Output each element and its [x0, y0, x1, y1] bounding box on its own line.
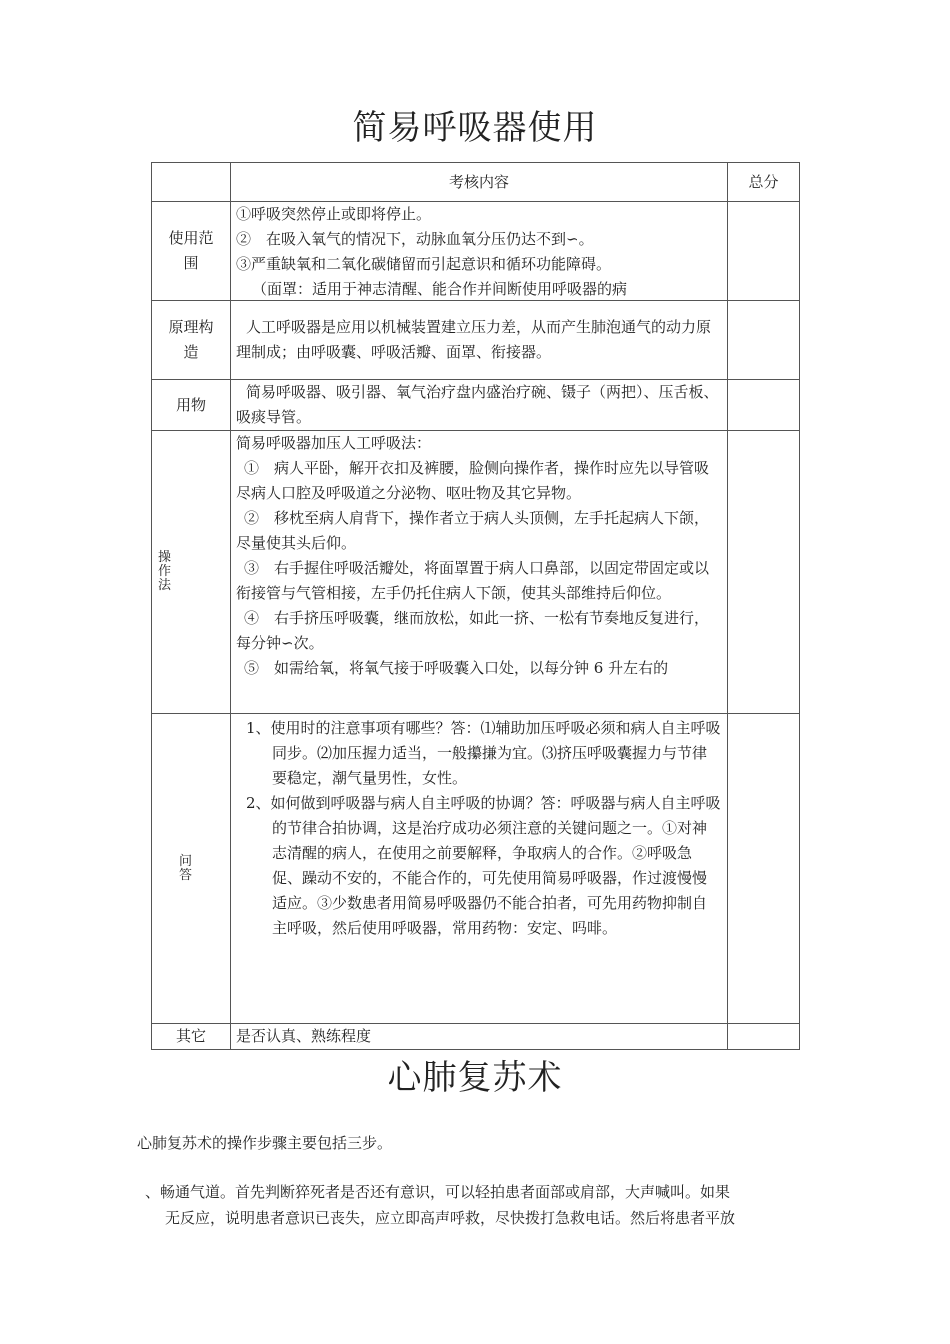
table-row-materials	[152, 380, 800, 431]
row-content-scope	[231, 202, 728, 301]
row-label-qa: 问答	[152, 714, 231, 1024]
row-score-method	[728, 431, 800, 714]
table-header-row	[152, 163, 800, 202]
row-score-qa	[728, 714, 800, 1024]
qa-list	[236, 716, 721, 941]
row-content-principle: 人工呼吸器是应用以机械装置建立压力差，从而产生肺泡通气的动力原理制成；由呼吸囊、呼吸活瓣、面罩、衔接器。	[231, 301, 728, 380]
cpr-step1-line2: 无反应，说明患者意识已丧失，应立即高声呼救，尽快拨打急救电话。然后将患者平放	[165, 1209, 736, 1227]
header-content: 考核内容	[231, 163, 728, 202]
table-row-scope	[152, 202, 800, 301]
method-step-4: ④ 右手挤压呼吸囊，继而放松，如此一挤、一松有节奏地反复进行，每分钟∽次。	[236, 609, 710, 652]
qa-item-1: 1、使用时的注意事项有哪些？答：⑴辅助加压呼吸必须和病人自主呼吸同步。⑵加压握力适当，一般攥搛为宜。⑶挤压呼吸囊握力与节律要稳定，潮气量男性，女性。	[246, 719, 721, 787]
cpr-intro: 心肺复苏术的操作步骤主要包括三步。	[137, 1134, 393, 1152]
row-label-scope: 使用范围	[152, 202, 231, 301]
row-score-other	[728, 1024, 800, 1050]
assessment-table	[151, 162, 800, 1050]
cpr-step1-line1: 、畅通气道。首先判断猝死者是否还有意识，可以轻拍患者面部或肩部，大声喊叫。如果	[145, 1183, 731, 1201]
row-content-materials: 简易呼吸器、吸引器、氧气治疗盘内盛治疗碗、镊子（两把）、压舌板、吸痰导管。	[231, 380, 728, 431]
qa-item-2: 2、如何做到呼吸器与病人自主呼吸的协调？答：呼吸器与病人自主呼吸的节律合拍协调，这是治疗成功必须注意的关键问题之一。①对神志清醒的病人，在使用之前要解释，争取病人的合作。②呼吸急促、躁动不安的，不能合作的，可先使用简易呼吸器，作过渡慢慢适应。③少数患者用简易呼吸器仍不能合拍者，可先用药物抑制自主呼吸，然后使用呼吸器，常用药物：安定、吗啡。	[246, 794, 721, 937]
row-label-other: 其它	[152, 1024, 231, 1050]
method-step-2: ② 移枕至病人肩背下，操作者立于病人头顶侧，左手托起病人下颌，尽量使其头后仰。	[236, 509, 710, 552]
row-label-method: 操作法	[152, 431, 231, 714]
row-content-method	[231, 431, 728, 714]
scope-line-3: ③严重缺氧和二氧化碳储留而引起意识和循环功能障碍。	[236, 255, 612, 273]
method-intro: 简易呼吸器加压人工呼吸法：	[236, 434, 432, 452]
table-row-principle	[152, 301, 800, 380]
scope-line-2: ② 在吸入氧气的情况下，动脉血氧分压仍达不到∽。	[236, 230, 594, 248]
row-content-qa	[231, 714, 728, 1024]
method-step-5: ⑤ 如需给氧，将氧气接于呼吸囊入口处，以每分钟 6 升左右的	[244, 659, 669, 677]
table-row-other	[152, 1024, 800, 1050]
row-score-scope	[728, 202, 800, 301]
table-row-method	[152, 431, 800, 714]
row-label-principle: 原理构造	[152, 301, 231, 380]
scope-line-4: （面罩：适用于神志清醒、能合作并间断使用呼吸器的病	[252, 280, 628, 298]
row-score-principle	[728, 301, 800, 380]
header-score: 总分	[728, 163, 800, 202]
table-row-qa	[152, 714, 800, 1024]
header-blank-cell	[152, 163, 231, 202]
method-step-1: ① 病人平卧，解开衣扣及裤腰，脸侧向操作者，操作时应先以导管吸尽病人口腔及呼吸道之分泌物、呕吐物及其它异物。	[236, 459, 710, 502]
section-title-cpr: 心肺复苏术	[387, 1058, 563, 1098]
row-content-other: 是否认真、熟练程度	[231, 1024, 728, 1050]
row-score-materials	[728, 380, 800, 431]
row-label-materials: 用物	[152, 380, 231, 431]
scope-line-1: ①呼吸突然停止或即将停止。	[236, 205, 432, 223]
method-step-3: ③ 右手握住呼吸活瓣处，将面罩置于病人口鼻部，以固定带固定或以衔接管与气管相接，左手仍托住病人下颌，使其头部维持后仰位。	[236, 559, 710, 602]
page-title: 简易呼吸器使用	[352, 108, 598, 148]
